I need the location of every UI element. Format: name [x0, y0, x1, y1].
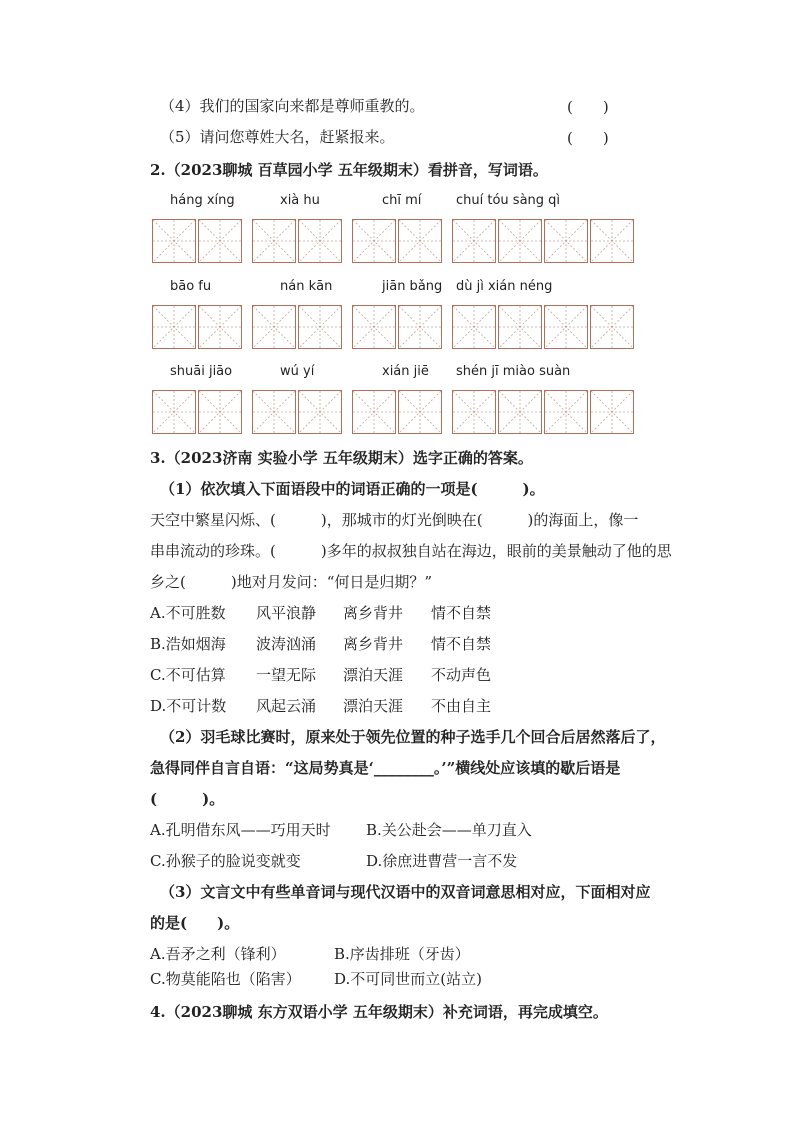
grid-guide-icon: [499, 306, 541, 348]
pinyin-label: shén jī miào suàn: [456, 364, 571, 379]
grid-guide-icon: [453, 220, 495, 262]
grid-guide-icon: [253, 220, 295, 262]
q3-sub1-option-term: 漂泊天涯: [343, 697, 404, 715]
grid-guide-icon: [299, 220, 341, 262]
tianzige-cell[interactable]: [298, 390, 342, 434]
pinyin-label: xián jiē: [382, 364, 429, 379]
q3-sub1-option-term: 波涛汹涌: [256, 635, 317, 653]
q3-sub2-option-d[interactable]: D.徐庶进曹营一言不发: [366, 852, 518, 870]
q3-sub1-passage-line-3: 乡之( )地对月发问：“何日是归期？”: [150, 573, 433, 591]
tianzige-cell[interactable]: [498, 219, 542, 263]
grid-guide-icon: [253, 306, 295, 348]
tianzige-cell[interactable]: [498, 390, 542, 434]
grid-guide-icon: [253, 391, 295, 433]
pinyin-label: xià hu: [280, 193, 320, 208]
tianzige-cell[interactable]: [590, 219, 634, 263]
grid-guide-icon: [353, 220, 395, 262]
tianzige-cell[interactable]: [590, 390, 634, 434]
tianzige-cell[interactable]: [152, 390, 196, 434]
q3-sub3-question-line-1: （3）文言文中有些单音词与现代汉语中的双音词意思相对应，下面相对应: [160, 883, 651, 901]
q3-sub2-option-c[interactable]: C.孙猴子的脸说变就变: [150, 852, 301, 870]
grid-guide-icon: [199, 391, 241, 433]
tianzige-cell[interactable]: [198, 390, 242, 434]
grid-guide-icon: [591, 391, 633, 433]
pinyin-label: bāo fu: [170, 279, 212, 294]
q3-sub3-option-a[interactable]: A.吾矛之利（锋利）: [150, 945, 286, 963]
q3-sub1-option-term: 情不自禁: [431, 604, 492, 622]
q3-sub2-option-a[interactable]: A.孔明借东风——巧用天时: [150, 821, 331, 839]
tianzige-cell[interactable]: [544, 305, 588, 349]
tianzige-cell[interactable]: [252, 390, 296, 434]
q3-sub1-passage-line-2: 串串流动的珍珠。( )多年的叔叔独自站在海边，眼前的美景触动了他的思: [150, 542, 672, 560]
tianzige-cell[interactable]: [152, 305, 196, 349]
q3-sub3-question-line-2: 的是( )。: [150, 914, 240, 932]
q3-sub3-option-b[interactable]: B.序齿排班（牙齿）: [334, 945, 470, 963]
pinyin-label: jiān bǎng: [382, 279, 443, 294]
tianzige-cell[interactable]: [544, 390, 588, 434]
grid-guide-icon: [545, 306, 587, 348]
tianzige-cell[interactable]: [398, 305, 442, 349]
tianzige-cell[interactable]: [498, 305, 542, 349]
pinyin-label: chī mí: [382, 193, 422, 208]
q3-sub1-option-term: 不动声色: [431, 666, 492, 684]
pinyin-label: nán kān: [280, 279, 333, 294]
grid-guide-icon: [199, 220, 241, 262]
q4-title: 4.（2023聊城 东方双语小学 五年级期末）补充词语，再完成填空。: [150, 1003, 608, 1021]
grid-guide-icon: [153, 306, 195, 348]
q3-sub1-option-term: 情不自禁: [431, 635, 492, 653]
grid-guide-icon: [399, 306, 441, 348]
q1-item-5-answer[interactable]: ( ): [567, 129, 609, 147]
pinyin-label: chuí tóu sàng qì: [456, 193, 561, 208]
grid-guide-icon: [199, 306, 241, 348]
q3-sub2-question-line-3: ( )。: [150, 790, 225, 808]
grid-guide-icon: [453, 306, 495, 348]
q1-item-4: （4）我们的国家向来都是尊师重教的。: [160, 97, 425, 115]
grid-guide-icon: [545, 220, 587, 262]
q3-sub2-question-line-2: 急得同伴自言自语：“这局势真是‘________。’”横线处应该填的歇后语是: [150, 759, 621, 777]
tianzige-cell[interactable]: [590, 305, 634, 349]
q2-title: 2.（2023聊城 百草园小学 五年级期末）看拼音，写词语。: [150, 161, 548, 179]
tianzige-cell[interactable]: [452, 305, 496, 349]
q3-sub2-question-line-1: （2）羽毛球比赛时，原来处于领先位置的种子选手几个回合后居然落后了，: [160, 728, 666, 746]
q3-sub1-passage-line-1: 天空中繁星闪烁、( )，那城市的灯光倒映在( )的海面上，像一: [150, 511, 639, 529]
q3-sub1-option-b[interactable]: B.浩如烟海: [150, 635, 226, 653]
grid-guide-icon: [399, 220, 441, 262]
tianzige-cell[interactable]: [252, 219, 296, 263]
tianzige-cell[interactable]: [352, 390, 396, 434]
pinyin-label: wú yí: [280, 364, 315, 379]
tianzige-cell[interactable]: [298, 219, 342, 263]
q3-sub2-option-b[interactable]: B.关公赴会——单刀直入: [366, 821, 532, 839]
tianzige-cell[interactable]: [452, 219, 496, 263]
tianzige-cell[interactable]: [544, 219, 588, 263]
q3-sub1-option-a[interactable]: A.不可胜数: [150, 604, 226, 622]
q1-item-5: （5）请问您尊姓大名，赶紧报来。: [160, 128, 395, 146]
tianzige-cell[interactable]: [352, 219, 396, 263]
q3-sub1-option-term: 不由自主: [431, 697, 492, 715]
tianzige-cell[interactable]: [152, 219, 196, 263]
q3-sub1-option-term: 风平浪静: [256, 604, 317, 622]
tianzige-cell[interactable]: [398, 390, 442, 434]
q3-sub1-option-term: 漂泊天涯: [343, 666, 404, 684]
q3-sub3-option-c[interactable]: C.物莫能陷也（陷害）: [150, 970, 301, 988]
q3-sub3-option-d[interactable]: D.不可同世而立(站立): [334, 970, 482, 988]
tianzige-cell[interactable]: [352, 305, 396, 349]
grid-guide-icon: [453, 391, 495, 433]
q1-item-4-answer[interactable]: ( ): [567, 98, 609, 116]
grid-guide-icon: [299, 391, 341, 433]
tianzige-cell[interactable]: [398, 219, 442, 263]
grid-guide-icon: [153, 220, 195, 262]
grid-guide-icon: [499, 220, 541, 262]
grid-guide-icon: [499, 391, 541, 433]
tianzige-cell[interactable]: [252, 305, 296, 349]
tianzige-cell[interactable]: [198, 305, 242, 349]
grid-guide-icon: [399, 391, 441, 433]
q3-sub1-option-d[interactable]: D.不可计数: [150, 697, 227, 715]
q3-title: 3.（2023济南 实验小学 五年级期末）选字正确的答案。: [150, 449, 533, 467]
grid-guide-icon: [299, 306, 341, 348]
q3-sub1-question: （1）依次填入下面语段中的词语正确的一项是( )。: [160, 480, 545, 498]
q3-sub1-option-term: 离乡背井: [343, 604, 404, 622]
q3-sub1-option-term: 一望无际: [256, 666, 317, 684]
pinyin-label: dù jì xián néng: [456, 279, 553, 294]
grid-guide-icon: [353, 391, 395, 433]
grid-guide-icon: [353, 306, 395, 348]
q3-sub1-option-term: 离乡背井: [343, 635, 404, 653]
pinyin-label: háng xíng: [170, 193, 235, 208]
q3-sub1-option-c[interactable]: C.不可估算: [150, 666, 226, 684]
pinyin-label: shuāi jiāo: [170, 364, 233, 379]
tianzige-cell[interactable]: [198, 219, 242, 263]
tianzige-cell[interactable]: [298, 305, 342, 349]
grid-guide-icon: [545, 391, 587, 433]
grid-guide-icon: [591, 306, 633, 348]
grid-guide-icon: [591, 220, 633, 262]
grid-guide-icon: [153, 391, 195, 433]
tianzige-cell[interactable]: [452, 390, 496, 434]
q3-sub1-option-term: 风起云涌: [256, 697, 317, 715]
